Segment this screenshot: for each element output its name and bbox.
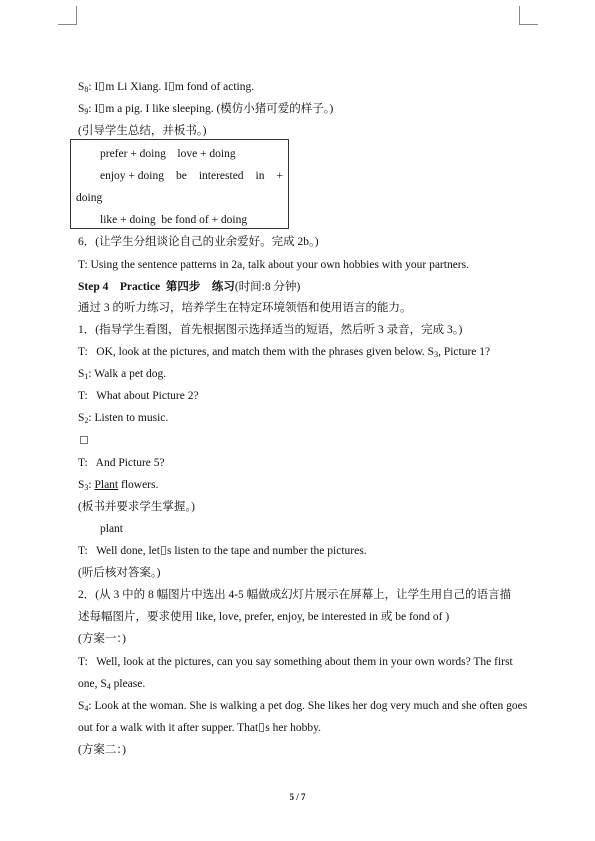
missing-glyph-icon xyxy=(259,723,264,732)
page-number: 5 / 7 xyxy=(289,792,306,802)
teacher-picture-2: T: What about Picture 2? xyxy=(78,390,199,402)
crop-mark-top-left xyxy=(58,6,77,25)
placeholder-square-icon xyxy=(80,434,88,448)
missing-glyph-icon xyxy=(99,82,104,91)
board-word-plant: plant xyxy=(100,523,123,535)
dialogue-s1: $S_1$: Walk a pet dog. xyxy=(78,368,167,381)
dialogue-s4-line-1: $S_4$: Look at the woman. She is walking a pet dog. She likes her dog very much and she often goes xyxy=(78,700,528,713)
plan-two-label: (方案二：) xyxy=(78,744,126,756)
dialogue-s8: $S_8$: I m Li Xiang. I m fond of acting. xyxy=(78,81,255,94)
teacher-picture-5: T: And Picture 5? xyxy=(78,457,165,469)
step-2-instruction-line-2: 述每幅图片，要求使用 like, love, prefer, enjoy, be interested in 或 be fond of ) xyxy=(78,611,450,623)
dialogue-s4-line-2: out for a walk with it after supper. That s her hobby. xyxy=(78,722,322,734)
teacher-well-done: T: Well done, let s listen to the tape and number the pictures. xyxy=(78,545,367,557)
step-4-intro: 通过 3 的听力练习，培养学生在特定环境领悟和使用语言的能力。 xyxy=(78,302,412,314)
board-note: (板书并要求学生掌握。) xyxy=(78,501,195,513)
dialogue-s3: $S_3$: Plant flowers. xyxy=(78,479,159,492)
crop-mark-top-right xyxy=(519,6,538,25)
step-1-instruction: 1．(指导学生看图，首先根据图示选择适当的短语，然后听 3 录音，完成 3。) xyxy=(78,324,463,336)
box-line-1: prefer + doing love + doing xyxy=(100,148,236,160)
check-answers-note: (听后核对答案。) xyxy=(78,567,161,579)
plan-one-label: (方案一：) xyxy=(78,633,126,645)
instruction-summary: (引导学生总结，并板书。) xyxy=(78,125,207,137)
teacher-ok-line: T: OK, look at the pictures, and match them with the phrases given below. $S_3$, Picture 1? xyxy=(78,346,491,359)
box-line-2: enjoy + doing be interested in + xyxy=(100,170,283,182)
teacher-hobbies-line: T: Using the sentence patterns in 2a, talk about your own hobbies with your partners. xyxy=(78,259,469,271)
dialogue-s2: $S_2$: Listen to music. xyxy=(78,412,169,425)
step-2-instruction-line-1: 2．(从 3 中的 8 幅图片中选出 4-5 幅做成幻灯片展示在屏幕上，让学生用自己的语言描 xyxy=(78,589,512,601)
missing-glyph-icon xyxy=(161,546,166,555)
box-line-3: doing xyxy=(76,192,103,204)
box-line-4: like + doing be fond of + doing xyxy=(100,214,248,226)
teacher-look-line-2: one, $S_4$ please. xyxy=(78,678,146,691)
missing-glyph-icon xyxy=(169,82,174,91)
missing-glyph-icon xyxy=(99,104,104,113)
teacher-look-line-1: T: Well, look at the pictures, can you say something about them in your own words? The first xyxy=(78,656,513,668)
step-4-heading: Step 4 Practice 第四步 练习(时间:8 分钟) xyxy=(78,281,301,293)
dialogue-s9: $S_9$: I m a pig. I like sleeping. (模仿小猪可爱的样子。) xyxy=(78,103,334,116)
step-6-instruction: 6．(让学生分组谈论自己的业余爱好。完成 2b。) xyxy=(78,236,319,248)
